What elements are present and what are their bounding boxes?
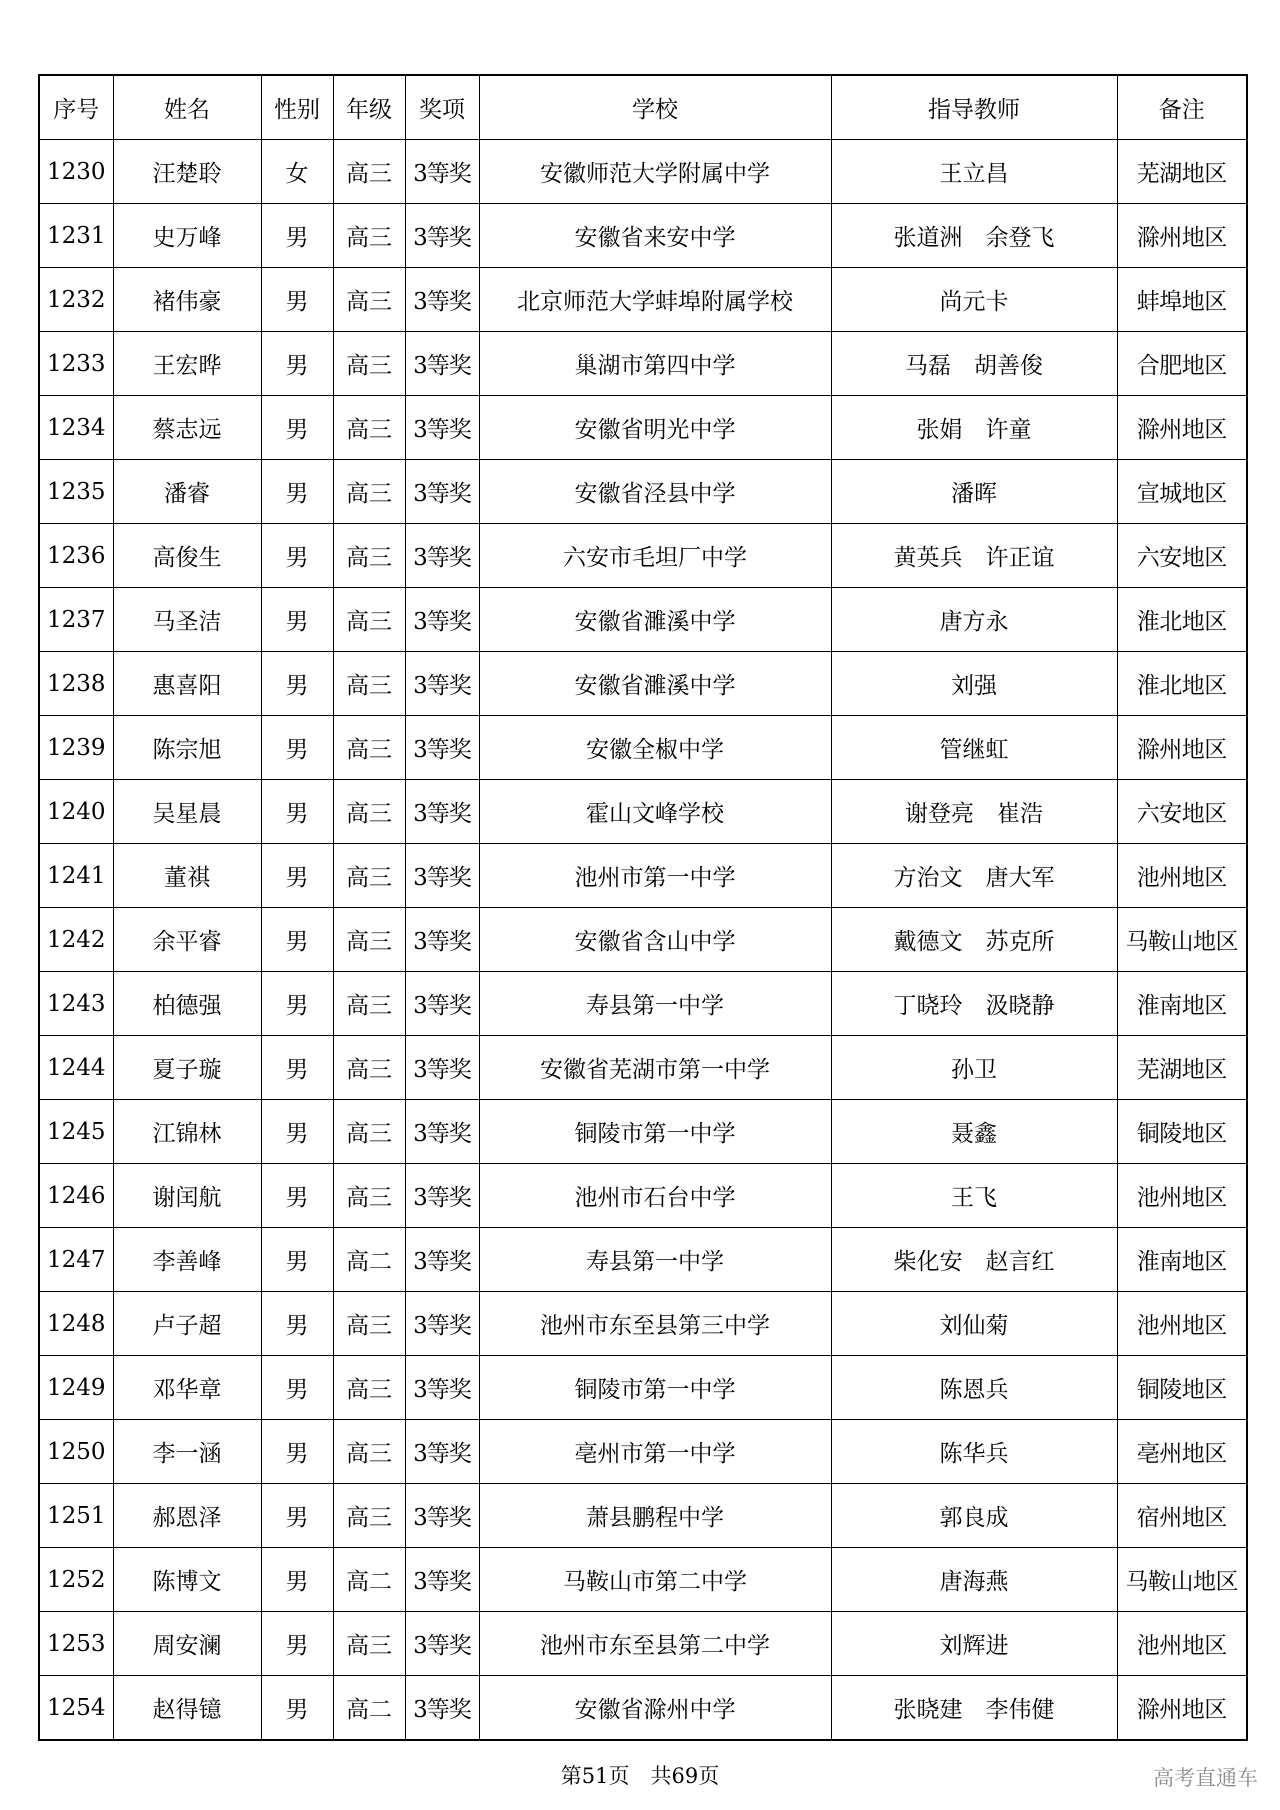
cell-award: 3等奖 (405, 588, 479, 652)
award-table (38, 74, 1248, 1741)
cell-school: 池州市东至县第二中学 (479, 1612, 831, 1676)
cell-sex: 男 (261, 1676, 333, 1741)
cell-school: 安徽省泾县中学 (479, 460, 831, 524)
cell-award: 3等奖 (405, 716, 479, 780)
cell-note: 池州地区 (1117, 844, 1247, 908)
header-school: 学校 (479, 75, 831, 140)
cell-note: 宣城地区 (1117, 460, 1247, 524)
header-no: 序号 (39, 75, 113, 140)
cell-teacher: 丁晓玲 汲晓静 (831, 972, 1117, 1036)
cell-note: 滁州地区 (1117, 396, 1247, 460)
cell-teacher: 潘晖 (831, 460, 1117, 524)
cell-no: 1254 (39, 1676, 113, 1741)
table-row (39, 1036, 1247, 1100)
header-note: 备注 (1117, 75, 1247, 140)
table-row (39, 1484, 1247, 1548)
cell-grade: 高三 (333, 1036, 405, 1100)
cell-name: 谢闰航 (113, 1164, 261, 1228)
cell-award: 3等奖 (405, 1612, 479, 1676)
cell-grade: 高三 (333, 844, 405, 908)
cell-grade: 高三 (333, 524, 405, 588)
cell-grade: 高三 (333, 588, 405, 652)
table-row (39, 1420, 1247, 1484)
cell-grade: 高二 (333, 1228, 405, 1292)
header-sex: 性别 (261, 75, 333, 140)
cell-teacher: 刘强 (831, 652, 1117, 716)
cell-no: 1230 (39, 140, 113, 204)
cell-no: 1244 (39, 1036, 113, 1100)
cell-sex: 男 (261, 1228, 333, 1292)
cell-note: 淮北地区 (1117, 652, 1247, 716)
cell-award: 3等奖 (405, 1420, 479, 1484)
cell-award: 3等奖 (405, 1484, 479, 1548)
cell-school: 安徽省含山中学 (479, 908, 831, 972)
cell-school: 安徽省明光中学 (479, 396, 831, 460)
table-row (39, 844, 1247, 908)
cell-note: 六安地区 (1117, 780, 1247, 844)
cell-sex: 男 (261, 332, 333, 396)
cell-award: 3等奖 (405, 780, 479, 844)
cell-sex: 男 (261, 1164, 333, 1228)
header-teacher: 指导教师 (831, 75, 1117, 140)
cell-name: 赵得镱 (113, 1676, 261, 1741)
table-row (39, 268, 1247, 332)
cell-award: 3等奖 (405, 908, 479, 972)
cell-award: 3等奖 (405, 1676, 479, 1741)
cell-no: 1232 (39, 268, 113, 332)
cell-no: 1234 (39, 396, 113, 460)
cell-grade: 高三 (333, 652, 405, 716)
table-row (39, 1292, 1247, 1356)
cell-teacher: 尚元卡 (831, 268, 1117, 332)
cell-grade: 高三 (333, 1484, 405, 1548)
cell-name: 惠喜阳 (113, 652, 261, 716)
cell-award: 3等奖 (405, 268, 479, 332)
cell-no: 1239 (39, 716, 113, 780)
cell-school: 铜陵市第一中学 (479, 1356, 831, 1420)
header-name: 姓名 (113, 75, 261, 140)
cell-name: 周安澜 (113, 1612, 261, 1676)
cell-sex: 男 (261, 1356, 333, 1420)
table-row (39, 908, 1247, 972)
table-row (39, 972, 1247, 1036)
cell-school: 安徽省濉溪中学 (479, 588, 831, 652)
cell-award: 3等奖 (405, 1356, 479, 1420)
cell-note: 蚌埠地区 (1117, 268, 1247, 332)
cell-name: 邓华章 (113, 1356, 261, 1420)
cell-no: 1245 (39, 1100, 113, 1164)
cell-note: 马鞍山地区 (1117, 908, 1247, 972)
cell-note: 淮南地区 (1117, 1228, 1247, 1292)
cell-note: 芜湖地区 (1117, 140, 1247, 204)
cell-grade: 高三 (333, 268, 405, 332)
cell-school: 池州市东至县第三中学 (479, 1292, 831, 1356)
cell-no: 1252 (39, 1548, 113, 1612)
cell-sex: 男 (261, 844, 333, 908)
cell-school: 萧县鹏程中学 (479, 1484, 831, 1548)
cell-name: 潘睿 (113, 460, 261, 524)
cell-teacher: 刘辉进 (831, 1612, 1117, 1676)
cell-note: 池州地区 (1117, 1292, 1247, 1356)
cell-school: 池州市第一中学 (479, 844, 831, 908)
cell-no: 1247 (39, 1228, 113, 1292)
cell-award: 3等奖 (405, 460, 479, 524)
cell-award: 3等奖 (405, 652, 479, 716)
cell-note: 淮南地区 (1117, 972, 1247, 1036)
cell-sex: 男 (261, 204, 333, 268)
header-row (39, 75, 1247, 140)
cell-award: 3等奖 (405, 844, 479, 908)
table-row (39, 460, 1247, 524)
cell-no: 1251 (39, 1484, 113, 1548)
cell-grade: 高三 (333, 332, 405, 396)
cell-name: 董祺 (113, 844, 261, 908)
cell-note: 滁州地区 (1117, 716, 1247, 780)
table-row (39, 1356, 1247, 1420)
cell-no: 1240 (39, 780, 113, 844)
cell-school: 寿县第一中学 (479, 1228, 831, 1292)
cell-no: 1249 (39, 1356, 113, 1420)
cell-award: 3等奖 (405, 1548, 479, 1612)
cell-name: 王宏晔 (113, 332, 261, 396)
cell-name: 高俊生 (113, 524, 261, 588)
cell-school: 巢湖市第四中学 (479, 332, 831, 396)
cell-award: 3等奖 (405, 204, 479, 268)
cell-note: 铜陵地区 (1117, 1100, 1247, 1164)
cell-teacher: 唐海燕 (831, 1548, 1117, 1612)
cell-teacher: 张晓建 李伟健 (831, 1676, 1117, 1741)
cell-school: 安徽师范大学附属中学 (479, 140, 831, 204)
table-row (39, 396, 1247, 460)
cell-teacher: 黄英兵 许正谊 (831, 524, 1117, 588)
cell-note: 滁州地区 (1117, 1676, 1247, 1741)
cell-no: 1243 (39, 972, 113, 1036)
cell-award: 3等奖 (405, 396, 479, 460)
table-row (39, 204, 1247, 268)
cell-note: 宿州地区 (1117, 1484, 1247, 1548)
cell-award: 3等奖 (405, 1292, 479, 1356)
cell-award: 3等奖 (405, 1036, 479, 1100)
table-row (39, 332, 1247, 396)
cell-school: 马鞍山市第二中学 (479, 1548, 831, 1612)
cell-no: 1236 (39, 524, 113, 588)
table-row (39, 1228, 1247, 1292)
cell-no: 1238 (39, 652, 113, 716)
table-row (39, 1676, 1247, 1741)
cell-grade: 高三 (333, 140, 405, 204)
cell-name: 江锦林 (113, 1100, 261, 1164)
cell-no: 1246 (39, 1164, 113, 1228)
table-row (39, 588, 1247, 652)
cell-sex: 男 (261, 780, 333, 844)
cell-teacher: 谢登亮 崔浩 (831, 780, 1117, 844)
cell-school: 池州市石台中学 (479, 1164, 831, 1228)
cell-grade: 高三 (333, 1420, 405, 1484)
cell-grade: 高三 (333, 1292, 405, 1356)
cell-teacher: 郭良成 (831, 1484, 1117, 1548)
cell-award: 3等奖 (405, 524, 479, 588)
cell-note: 滁州地区 (1117, 204, 1247, 268)
table-body (39, 140, 1247, 1741)
cell-award: 3等奖 (405, 1100, 479, 1164)
cell-school: 铜陵市第一中学 (479, 1100, 831, 1164)
header-award: 奖项 (405, 75, 479, 140)
cell-teacher: 戴德文 苏克所 (831, 908, 1117, 972)
cell-sex: 男 (261, 908, 333, 972)
cell-sex: 男 (261, 1292, 333, 1356)
cell-no: 1231 (39, 204, 113, 268)
cell-school: 六安市毛坦厂中学 (479, 524, 831, 588)
cell-sex: 男 (261, 268, 333, 332)
cell-teacher: 马磊 胡善俊 (831, 332, 1117, 396)
cell-name: 史万峰 (113, 204, 261, 268)
cell-award: 3等奖 (405, 1164, 479, 1228)
cell-name: 蔡志远 (113, 396, 261, 460)
cell-note: 淮北地区 (1117, 588, 1247, 652)
cell-grade: 高三 (333, 1612, 405, 1676)
cell-grade: 高三 (333, 396, 405, 460)
cell-sex: 男 (261, 1548, 333, 1612)
cell-grade: 高三 (333, 972, 405, 1036)
cell-note: 铜陵地区 (1117, 1356, 1247, 1420)
cell-no: 1242 (39, 908, 113, 972)
cell-grade: 高二 (333, 1676, 405, 1741)
cell-name: 褚伟豪 (113, 268, 261, 332)
cell-teacher: 王立昌 (831, 140, 1117, 204)
cell-name: 李善峰 (113, 1228, 261, 1292)
cell-no: 1233 (39, 332, 113, 396)
cell-grade: 高三 (333, 780, 405, 844)
cell-name: 卢子超 (113, 1292, 261, 1356)
cell-school: 北京师范大学蚌埠附属学校 (479, 268, 831, 332)
cell-name: 李一涵 (113, 1420, 261, 1484)
cell-sex: 男 (261, 972, 333, 1036)
cell-grade: 高三 (333, 1356, 405, 1420)
cell-no: 1241 (39, 844, 113, 908)
header-grade: 年级 (333, 75, 405, 140)
cell-note: 合肥地区 (1117, 332, 1247, 396)
cell-school: 寿县第一中学 (479, 972, 831, 1036)
cell-no: 1253 (39, 1612, 113, 1676)
watermark-text: 高考直通车 (1153, 1766, 1258, 1790)
cell-school: 亳州市第一中学 (479, 1420, 831, 1484)
cell-teacher: 王飞 (831, 1164, 1117, 1228)
cell-sex: 男 (261, 1036, 333, 1100)
cell-grade: 高三 (333, 716, 405, 780)
cell-sex: 男 (261, 1420, 333, 1484)
cell-sex: 男 (261, 1484, 333, 1548)
cell-sex: 男 (261, 1100, 333, 1164)
table-row (39, 652, 1247, 716)
cell-note: 池州地区 (1117, 1164, 1247, 1228)
table-row (39, 524, 1247, 588)
page-number: 第51页 共69页 (560, 1764, 720, 1788)
cell-name: 陈宗旭 (113, 716, 261, 780)
cell-note: 芜湖地区 (1117, 1036, 1247, 1100)
cell-teacher: 聂鑫 (831, 1100, 1117, 1164)
cell-note: 池州地区 (1117, 1612, 1247, 1676)
cell-name: 马圣洁 (113, 588, 261, 652)
cell-no: 1235 (39, 460, 113, 524)
cell-grade: 高二 (333, 1548, 405, 1612)
cell-teacher: 孙卫 (831, 1036, 1117, 1100)
cell-sex: 男 (261, 652, 333, 716)
cell-award: 3等奖 (405, 1228, 479, 1292)
cell-school: 霍山文峰学校 (479, 780, 831, 844)
cell-no: 1248 (39, 1292, 113, 1356)
cell-teacher: 陈华兵 (831, 1420, 1117, 1484)
cell-name: 夏子璇 (113, 1036, 261, 1100)
table-row (39, 780, 1247, 844)
cell-school: 安徽省芜湖市第一中学 (479, 1036, 831, 1100)
cell-sex: 男 (261, 460, 333, 524)
cell-grade: 高三 (333, 1100, 405, 1164)
cell-name: 吴星晨 (113, 780, 261, 844)
cell-grade: 高三 (333, 908, 405, 972)
cell-school: 安徽全椒中学 (479, 716, 831, 780)
cell-sex: 男 (261, 588, 333, 652)
table-row (39, 1548, 1247, 1612)
cell-school: 安徽省滁州中学 (479, 1676, 831, 1741)
cell-name: 郝恩泽 (113, 1484, 261, 1548)
table-row (39, 1164, 1247, 1228)
cell-note: 马鞍山地区 (1117, 1548, 1247, 1612)
cell-school: 安徽省来安中学 (479, 204, 831, 268)
table-row (39, 716, 1247, 780)
cell-name: 柏德强 (113, 972, 261, 1036)
cell-sex: 男 (261, 396, 333, 460)
cell-teacher: 柴化安 赵言红 (831, 1228, 1117, 1292)
cell-award: 3等奖 (405, 332, 479, 396)
cell-teacher: 刘仙菊 (831, 1292, 1117, 1356)
table-row (39, 1612, 1247, 1676)
table-row (39, 140, 1247, 204)
cell-no: 1237 (39, 588, 113, 652)
cell-award: 3等奖 (405, 972, 479, 1036)
cell-grade: 高三 (333, 1164, 405, 1228)
cell-no: 1250 (39, 1420, 113, 1484)
cell-teacher: 唐方永 (831, 588, 1117, 652)
cell-teacher: 陈恩兵 (831, 1356, 1117, 1420)
cell-sex: 男 (261, 524, 333, 588)
cell-teacher: 管继虹 (831, 716, 1117, 780)
cell-award: 3等奖 (405, 140, 479, 204)
cell-note: 亳州地区 (1117, 1420, 1247, 1484)
cell-sex: 男 (261, 716, 333, 780)
cell-school: 安徽省濉溪中学 (479, 652, 831, 716)
cell-name: 余平睿 (113, 908, 261, 972)
cell-teacher: 方治文 唐大军 (831, 844, 1117, 908)
cell-name: 陈博文 (113, 1548, 261, 1612)
cell-sex: 女 (261, 140, 333, 204)
cell-teacher: 张娟 许童 (831, 396, 1117, 460)
cell-note: 六安地区 (1117, 524, 1247, 588)
cell-grade: 高三 (333, 460, 405, 524)
cell-sex: 男 (261, 1612, 333, 1676)
table-row (39, 1100, 1247, 1164)
cell-name: 汪楚聆 (113, 140, 261, 204)
cell-grade: 高三 (333, 204, 405, 268)
cell-teacher: 张道洲 余登飞 (831, 204, 1117, 268)
